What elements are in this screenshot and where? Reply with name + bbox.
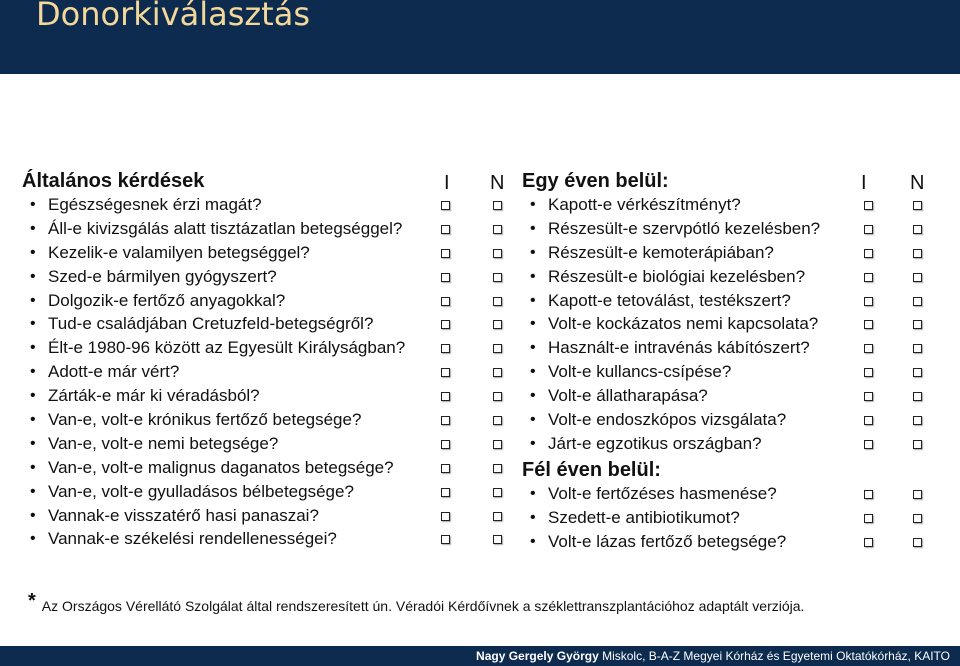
halfyear-question-list [522, 483, 940, 555]
question-row [22, 528, 520, 552]
bullet: • [30, 530, 36, 548]
question-text: Kapott-e tetoválást, testékszert? [548, 290, 791, 310]
checkbox-igen[interactable] [441, 225, 450, 234]
general-heading: Általános kérdések [22, 170, 205, 192]
checkbox-igen[interactable] [441, 201, 450, 210]
bullet: • [30, 219, 36, 237]
checkbox-igen[interactable] [864, 392, 873, 401]
general-question-list [22, 194, 520, 552]
question-row [22, 361, 520, 385]
question-row [522, 313, 940, 337]
question-text: Kezelik-e valamilyen betegséggel? [48, 242, 310, 262]
checkbox-igen[interactable] [864, 320, 873, 329]
question-row [522, 385, 940, 409]
bullet: • [530, 363, 536, 381]
question-text: Van-e, volt-e nemi betegsége? [48, 433, 279, 453]
question-text: Volt-e endoszkópos vizsgálata? [548, 410, 787, 430]
question-text: Volt-e fertőzéses hasmenése? [548, 483, 777, 503]
checkbox-igen[interactable] [864, 249, 873, 258]
question-row [22, 481, 520, 505]
bullet: • [530, 508, 536, 526]
checkbox-nem[interactable] [493, 320, 502, 329]
footer-bar [0, 646, 960, 666]
question-row [22, 433, 520, 457]
footnote-text: Az Országos Vérellátó Szolgálat által rendszeresített ún. Véradói Kérdőívnek a széklettranszplantációhoz adaptált verziója. [41, 598, 805, 614]
checkbox-igen[interactable] [441, 368, 450, 377]
year-header [522, 170, 940, 194]
checkbox-nem[interactable] [913, 225, 922, 234]
column-i-label: I [444, 172, 450, 194]
question-row [522, 531, 940, 555]
question-text: Részesült-e szervpótló kezelésben? [548, 218, 821, 238]
question-row [522, 337, 940, 361]
bullet: • [530, 434, 536, 452]
question-row [22, 266, 520, 290]
checkbox-igen[interactable] [441, 488, 450, 497]
bullet: • [30, 434, 36, 452]
question-text: Részesült-e biológiai kezelésben? [548, 266, 806, 286]
question-row [22, 385, 520, 409]
checkbox-nem[interactable] [493, 392, 502, 401]
checkbox-igen[interactable] [864, 416, 873, 425]
question-text: Volt-e kockázatos nemi kapcsolata? [548, 314, 819, 334]
bullet: • [530, 267, 536, 285]
question-row [522, 433, 940, 457]
question-row [22, 290, 520, 314]
year-question-list [522, 194, 940, 457]
timed-questions-section [522, 170, 940, 554]
question-row [522, 361, 940, 385]
question-text: Van-e, volt-e krónikus fertőző betegsége? [48, 410, 362, 430]
general-header [22, 170, 520, 194]
bullet: • [530, 315, 536, 333]
question-row [22, 505, 520, 529]
bullet: • [530, 484, 536, 502]
question-text: Élt-e 1980-96 között az Egyesült Királyságban? [48, 338, 406, 358]
bullet: • [530, 243, 536, 261]
year-heading: Egy éven belül: [522, 170, 669, 192]
question-row [522, 483, 940, 507]
question-row [22, 194, 520, 218]
bullet: • [30, 387, 36, 405]
question-row [22, 457, 520, 481]
question-row [522, 194, 940, 218]
bullet: • [30, 243, 36, 261]
question-row [522, 218, 940, 242]
bullet: • [530, 339, 536, 357]
question-text: Volt-e lázas fertőző betegsége? [548, 531, 787, 551]
bullet: • [530, 291, 536, 309]
checkbox-nem[interactable] [913, 490, 922, 499]
checkbox-igen[interactable] [864, 344, 873, 353]
question-row [22, 242, 520, 266]
question-text: Egészségesnek érzi magát? [48, 195, 262, 214]
checkbox-igen[interactable] [441, 392, 450, 401]
question-text: Szed-e bármilyen gyógyszert? [48, 266, 277, 286]
question-text: Van-e, volt-e gyulladásos bélbetegsége? [48, 481, 354, 501]
question-row [522, 242, 940, 266]
question-text: Vannak-e visszatérő hasi panaszai? [48, 505, 319, 525]
bullet: • [30, 291, 36, 309]
checkbox-nem[interactable] [913, 297, 922, 306]
question-row [22, 313, 520, 337]
checkbox-igen[interactable] [441, 297, 450, 306]
question-row [522, 266, 940, 290]
title-bar [0, 0, 960, 74]
checkbox-nem[interactable] [913, 368, 922, 377]
question-text: Volt-e állatharapása? [548, 386, 708, 406]
question-text: Áll-e kivizsgálás alatt tisztázatlan betegséggel? [48, 218, 403, 238]
column-n-label: N [910, 172, 925, 194]
checkbox-igen[interactable] [441, 416, 450, 425]
checkbox-igen[interactable] [864, 225, 873, 234]
checkbox-nem[interactable] [493, 297, 502, 306]
checkbox-igen[interactable] [441, 249, 450, 258]
question-text: Kapott-e vérkészítményt? [548, 195, 741, 214]
checkbox-nem[interactable] [913, 514, 922, 523]
checkbox-nem[interactable] [493, 440, 502, 449]
checkbox-nem[interactable] [493, 464, 502, 473]
checkbox-nem[interactable] [493, 416, 502, 425]
bullet: • [30, 315, 36, 333]
checkbox-nem[interactable] [493, 488, 502, 497]
checkbox-igen[interactable] [441, 512, 450, 521]
footnote-asterisk: * [28, 590, 36, 612]
checkbox-nem[interactable] [493, 512, 502, 521]
question-text: Volt-e kullancs-csípése? [548, 362, 732, 382]
question-row [22, 218, 520, 242]
question-text: Járt-e egzotikus országban? [548, 433, 762, 453]
checkbox-nem[interactable] [493, 273, 502, 282]
checkbox-igen[interactable] [441, 344, 450, 353]
bullet: • [30, 411, 36, 429]
checkbox-igen[interactable] [864, 201, 873, 210]
question-text: Dolgozik-e fertőző anyagokkal? [48, 290, 286, 310]
footer-credit [476, 646, 950, 666]
halfyear-header [522, 457, 940, 483]
checkbox-igen[interactable] [864, 440, 873, 449]
checkbox-igen[interactable] [864, 514, 873, 523]
general-questions-section [22, 170, 520, 552]
question-text: Használt-e intravénás kábítószert? [548, 338, 810, 358]
question-row [522, 507, 940, 531]
question-text: Részesült-e kemoterápiában? [548, 242, 774, 262]
footer-author: Nagy Gergely György [476, 649, 599, 663]
bullet: • [530, 219, 536, 237]
checkbox-nem[interactable] [913, 392, 922, 401]
checkbox-igen[interactable] [441, 440, 450, 449]
question-text: Zárták-e már ki véradásból? [48, 386, 260, 406]
checkbox-nem[interactable] [493, 368, 502, 377]
bullet: • [530, 411, 536, 429]
checkbox-igen[interactable] [441, 273, 450, 282]
checkbox-nem[interactable] [913, 538, 922, 547]
footnote [28, 590, 805, 617]
checkbox-igen[interactable] [864, 368, 873, 377]
checkbox-nem[interactable] [493, 535, 502, 544]
bullet: • [530, 196, 536, 213]
checkbox-igen[interactable] [441, 320, 450, 329]
checkbox-nem[interactable] [913, 201, 922, 210]
bullet: • [30, 196, 36, 213]
bullet: • [30, 506, 36, 524]
checkbox-igen[interactable] [864, 490, 873, 499]
bullet: • [30, 458, 36, 476]
halfyear-heading: Fél éven belül: [522, 458, 661, 481]
question-row [22, 337, 520, 361]
bullet: • [30, 482, 36, 500]
checkbox-nem[interactable] [493, 249, 502, 258]
checkbox-nem[interactable] [493, 344, 502, 353]
checkbox-nem[interactable] [913, 249, 922, 258]
question-text: Tud-e családjában Cretuzfeld-betegségről? [48, 314, 374, 334]
column-i-label: I [861, 172, 867, 194]
question-row [522, 409, 940, 433]
question-row [22, 409, 520, 433]
bullet: • [30, 363, 36, 381]
checkbox-nem[interactable] [913, 344, 922, 353]
question-text: Szedett-e antibiotikumot? [548, 507, 740, 527]
checkbox-nem[interactable] [913, 320, 922, 329]
checkbox-igen[interactable] [441, 535, 450, 544]
question-text: Vannak-e székelési rendellenességei? [48, 529, 337, 549]
checkbox-nem[interactable] [913, 273, 922, 282]
bullet: • [30, 267, 36, 285]
bullet: • [530, 532, 536, 550]
checkbox-nem[interactable] [493, 225, 502, 234]
question-text: Van-e, volt-e malignus daganatos betegsége? [48, 457, 394, 477]
question-text: Adott-e már vért? [48, 362, 180, 382]
question-row [522, 290, 940, 314]
slide-title: Donorkiválasztás [36, 0, 310, 33]
checkbox-igen[interactable] [864, 273, 873, 282]
checkbox-igen[interactable] [864, 538, 873, 547]
checkbox-nem[interactable] [493, 201, 502, 210]
column-n-label: N [490, 172, 505, 194]
bullet: • [530, 387, 536, 405]
checkbox-igen[interactable] [864, 297, 873, 306]
checkbox-nem[interactable] [913, 416, 922, 425]
bullet: • [30, 339, 36, 357]
checkbox-nem[interactable] [913, 440, 922, 449]
footer-affiliation: Miskolc, B-A-Z Megyei Kórház és Egyetemi Oktatókórház, KAITO [602, 649, 950, 663]
checkbox-igen[interactable] [441, 464, 450, 473]
